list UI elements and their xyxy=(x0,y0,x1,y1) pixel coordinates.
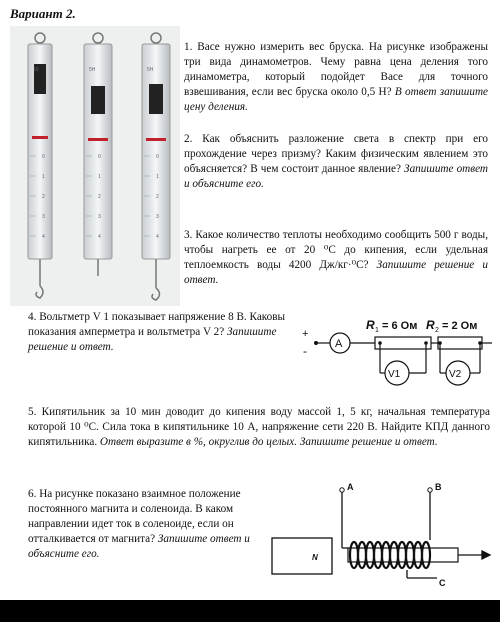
solenoid-diagram xyxy=(262,478,492,590)
terminal-c-label: C xyxy=(439,578,446,588)
ammeter-label: A xyxy=(335,338,343,350)
v2-label: V2 xyxy=(449,369,462,380)
question-4 xyxy=(28,310,290,355)
question-3-task: Запишите решение и ответ. xyxy=(184,259,489,286)
svg-text:0: 0 xyxy=(156,154,159,160)
svg-text:3: 3 xyxy=(156,214,159,220)
svg-text:2: 2 xyxy=(42,194,45,200)
question-3 xyxy=(184,228,488,288)
svg-text:4: 4 xyxy=(156,234,159,240)
r1-label: R xyxy=(366,318,375,332)
terminal-a-label: A xyxy=(347,482,354,492)
question-1-task: В ответ запишите цену деления. xyxy=(184,86,488,113)
svg-text:0: 0 xyxy=(98,154,101,160)
svg-text:3: 3 xyxy=(98,214,101,220)
svg-text:4: 4 xyxy=(98,234,101,240)
dynamometer-3 xyxy=(142,33,170,300)
question-6 xyxy=(28,487,250,562)
scale-top-label-1: 10 xyxy=(33,67,39,73)
question-5 xyxy=(28,405,490,450)
circuit-diagram xyxy=(300,305,495,390)
r1-value: = 6 Ом xyxy=(382,320,418,332)
question-2-text: 2. Как объяснить разложение света в спектр при его прохождение через призму? Каким физическим явлением это объясняется? В чем состоит данное явление? xyxy=(184,133,488,175)
question-2 xyxy=(184,132,488,192)
r2-sub: 2 xyxy=(435,327,439,334)
dynamometers-photo xyxy=(10,26,180,306)
magnet-pole-label: N xyxy=(312,553,318,562)
question-6-task: Запишите ответ и объясните его. xyxy=(28,533,250,560)
r2-label: R xyxy=(426,318,435,332)
svg-text:0: 0 xyxy=(42,154,45,160)
question-2-task: Запишите ответ и объясните его. xyxy=(184,163,488,190)
svg-text:1: 1 xyxy=(98,174,101,180)
question-3-text: 3. Какое количество теплоты необходимо сообщить 500 г воды, чтобы нагреть ее от 20 ⁰С до кипения, если удельная теплоемкость воды 4200 Дж/кг·⁰С? xyxy=(184,229,488,271)
page-title: Вариант 2. xyxy=(10,6,76,21)
terminal-b-label: B xyxy=(435,482,442,492)
question-6-text: 6. На рисунке показано взаимное положение постоянного магнита и соленоида. В каком направлении идет ток в соленоиде, если он отталкивается от магнита? xyxy=(28,488,241,545)
svg-text:3: 3 xyxy=(42,214,45,220)
dynamometers-drawing xyxy=(10,26,180,306)
v1-label: V1 xyxy=(388,369,401,380)
circuit-minus: - xyxy=(303,344,307,358)
svg-text:2: 2 xyxy=(156,194,159,200)
dynamometer-1 xyxy=(28,33,52,298)
bottom-black-bar xyxy=(0,600,500,622)
question-4-task: Запишите решение и ответ. xyxy=(28,326,277,353)
svg-text:4: 4 xyxy=(42,234,45,240)
scale-top-label-3: 5H xyxy=(147,67,154,73)
r1-sub: 1 xyxy=(375,327,379,334)
svg-text:1: 1 xyxy=(156,174,159,180)
scale-top-label-2: 5H xyxy=(89,67,96,73)
question-5-text: 5. Кипятильник за 10 мин доводит до кипения воду массой 1, 5 кг, начальная температура которой 10 ⁰С. Сила тока в кипятильнике 10 А, напряжение сети 220 В. Найдите КПД данного кипятильника. xyxy=(28,406,490,448)
svg-text:2: 2 xyxy=(98,194,101,200)
question-4-text: 4. Вольтметр V 1 показывает напряжение 8 В. Каковы показания амперметра и вольтметра V 2? xyxy=(28,311,286,338)
question-5-task: Ответ выразите в %, округлив до целых. Запишите решение и ответ. xyxy=(99,436,438,448)
svg-text:1: 1 xyxy=(42,174,45,180)
circuit-plus: + xyxy=(302,328,309,340)
r2-value: = 2 Ом xyxy=(442,320,478,332)
question-1-text: 1. Васе нужно измерить вес бруска. На рисунке изображены три вида динамометров. Чему равна цена деления того динамометра, который подойдет Васе для точного взвешивания, если вес бруска около 0,5 Н? xyxy=(184,41,488,98)
question-1 xyxy=(184,40,488,115)
